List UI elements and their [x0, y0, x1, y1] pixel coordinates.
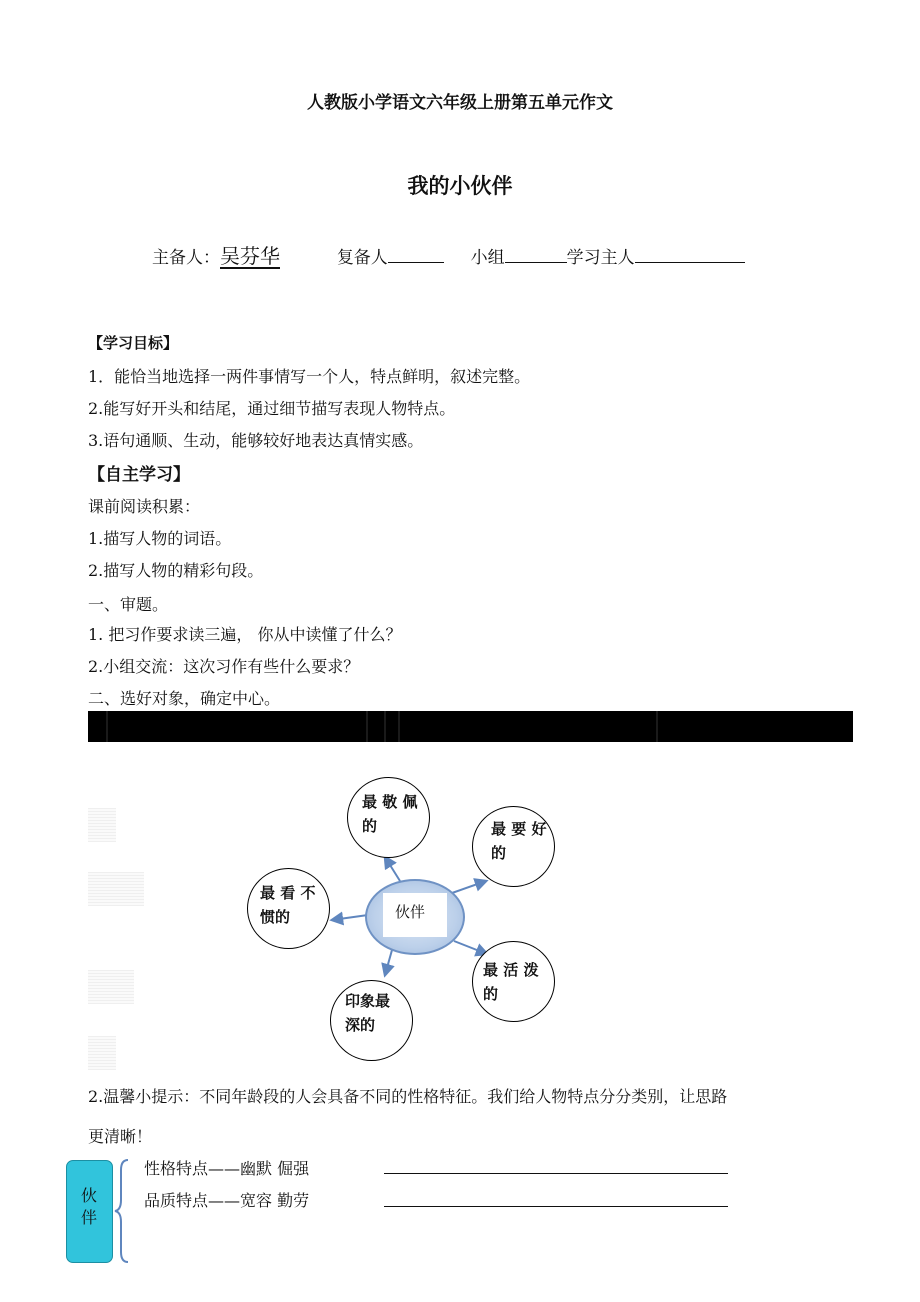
study-line: 1.描写人物的词语。 — [88, 529, 232, 548]
study-line: 一、审题。 — [88, 595, 169, 614]
document-header: 人教版小学语文六年级上册第五单元作文 — [307, 93, 613, 113]
tip-line: 2.温馨小提示：不同年龄段的人会具备不同的性格特征。我们给人物特点分分类别，让思路 — [88, 1087, 728, 1106]
arrow-to-best — [452, 881, 486, 893]
study-line: 1. 把习作要求读三遍， 你从中读懂了什么？ — [88, 625, 402, 644]
trait-line: 品质特点——宽容 勤劳 — [144, 1191, 310, 1210]
goal-item: 3.语句通顺、生动，能够较好地表达真情实感。 — [88, 431, 424, 450]
lead-label: 主备人： — [152, 248, 220, 268]
study-line: 二、选好对象，确定中心。 — [88, 689, 281, 708]
node-dislike: 最 看 不 惯的 — [247, 868, 330, 949]
center-label-box — [383, 893, 447, 937]
arrow-to-impress — [385, 950, 392, 975]
study-line: 2.描写人物的精彩句段。 — [88, 561, 264, 580]
node-best: 最 要 好 的 — [472, 806, 555, 887]
group-label: 小组 — [470, 248, 505, 268]
center-label: 伙伴 — [395, 903, 426, 921]
trait-blank — [384, 1206, 728, 1207]
partner-label: 伙伴 — [81, 1186, 98, 1227]
brace-icon — [112, 1158, 132, 1264]
goal-item: 1．能恰当地选择一两件事情写一个人，特点鲜明，叙述完整。 — [88, 367, 531, 386]
node-admire: 最 敬 佩 的 — [347, 777, 430, 858]
node-lively: 最 活 泼 的 — [472, 941, 555, 1022]
trait-line: 性格特点——幽默 倔强 — [144, 1159, 310, 1178]
lead-name: 吴芬华 — [220, 244, 280, 268]
arrow-to-dislike — [332, 915, 368, 920]
reviewer-label: 复备人 — [336, 248, 388, 268]
goal-item: 2.能写好开头和结尾，通过细节描写表现人物特点。 — [88, 399, 456, 418]
self-study-heading: 【自主学习】 — [88, 465, 190, 485]
study-line: 2.小组交流：这次习作有些什么要求？ — [88, 657, 360, 676]
arrow-to-admire — [385, 857, 400, 881]
node-impress: 印象最 深的 — [330, 980, 413, 1061]
trait-blank — [384, 1173, 728, 1174]
partner-box — [66, 1160, 113, 1263]
arrow-to-lively — [454, 941, 487, 954]
page-title: 我的小伙伴 — [407, 174, 513, 198]
goals-heading: 【学习目标】 — [88, 334, 179, 352]
tip-line: 更清晰！ — [88, 1127, 153, 1146]
owner-label: 学习主人 — [566, 248, 635, 268]
study-line: 课前阅读积累： — [88, 497, 201, 516]
